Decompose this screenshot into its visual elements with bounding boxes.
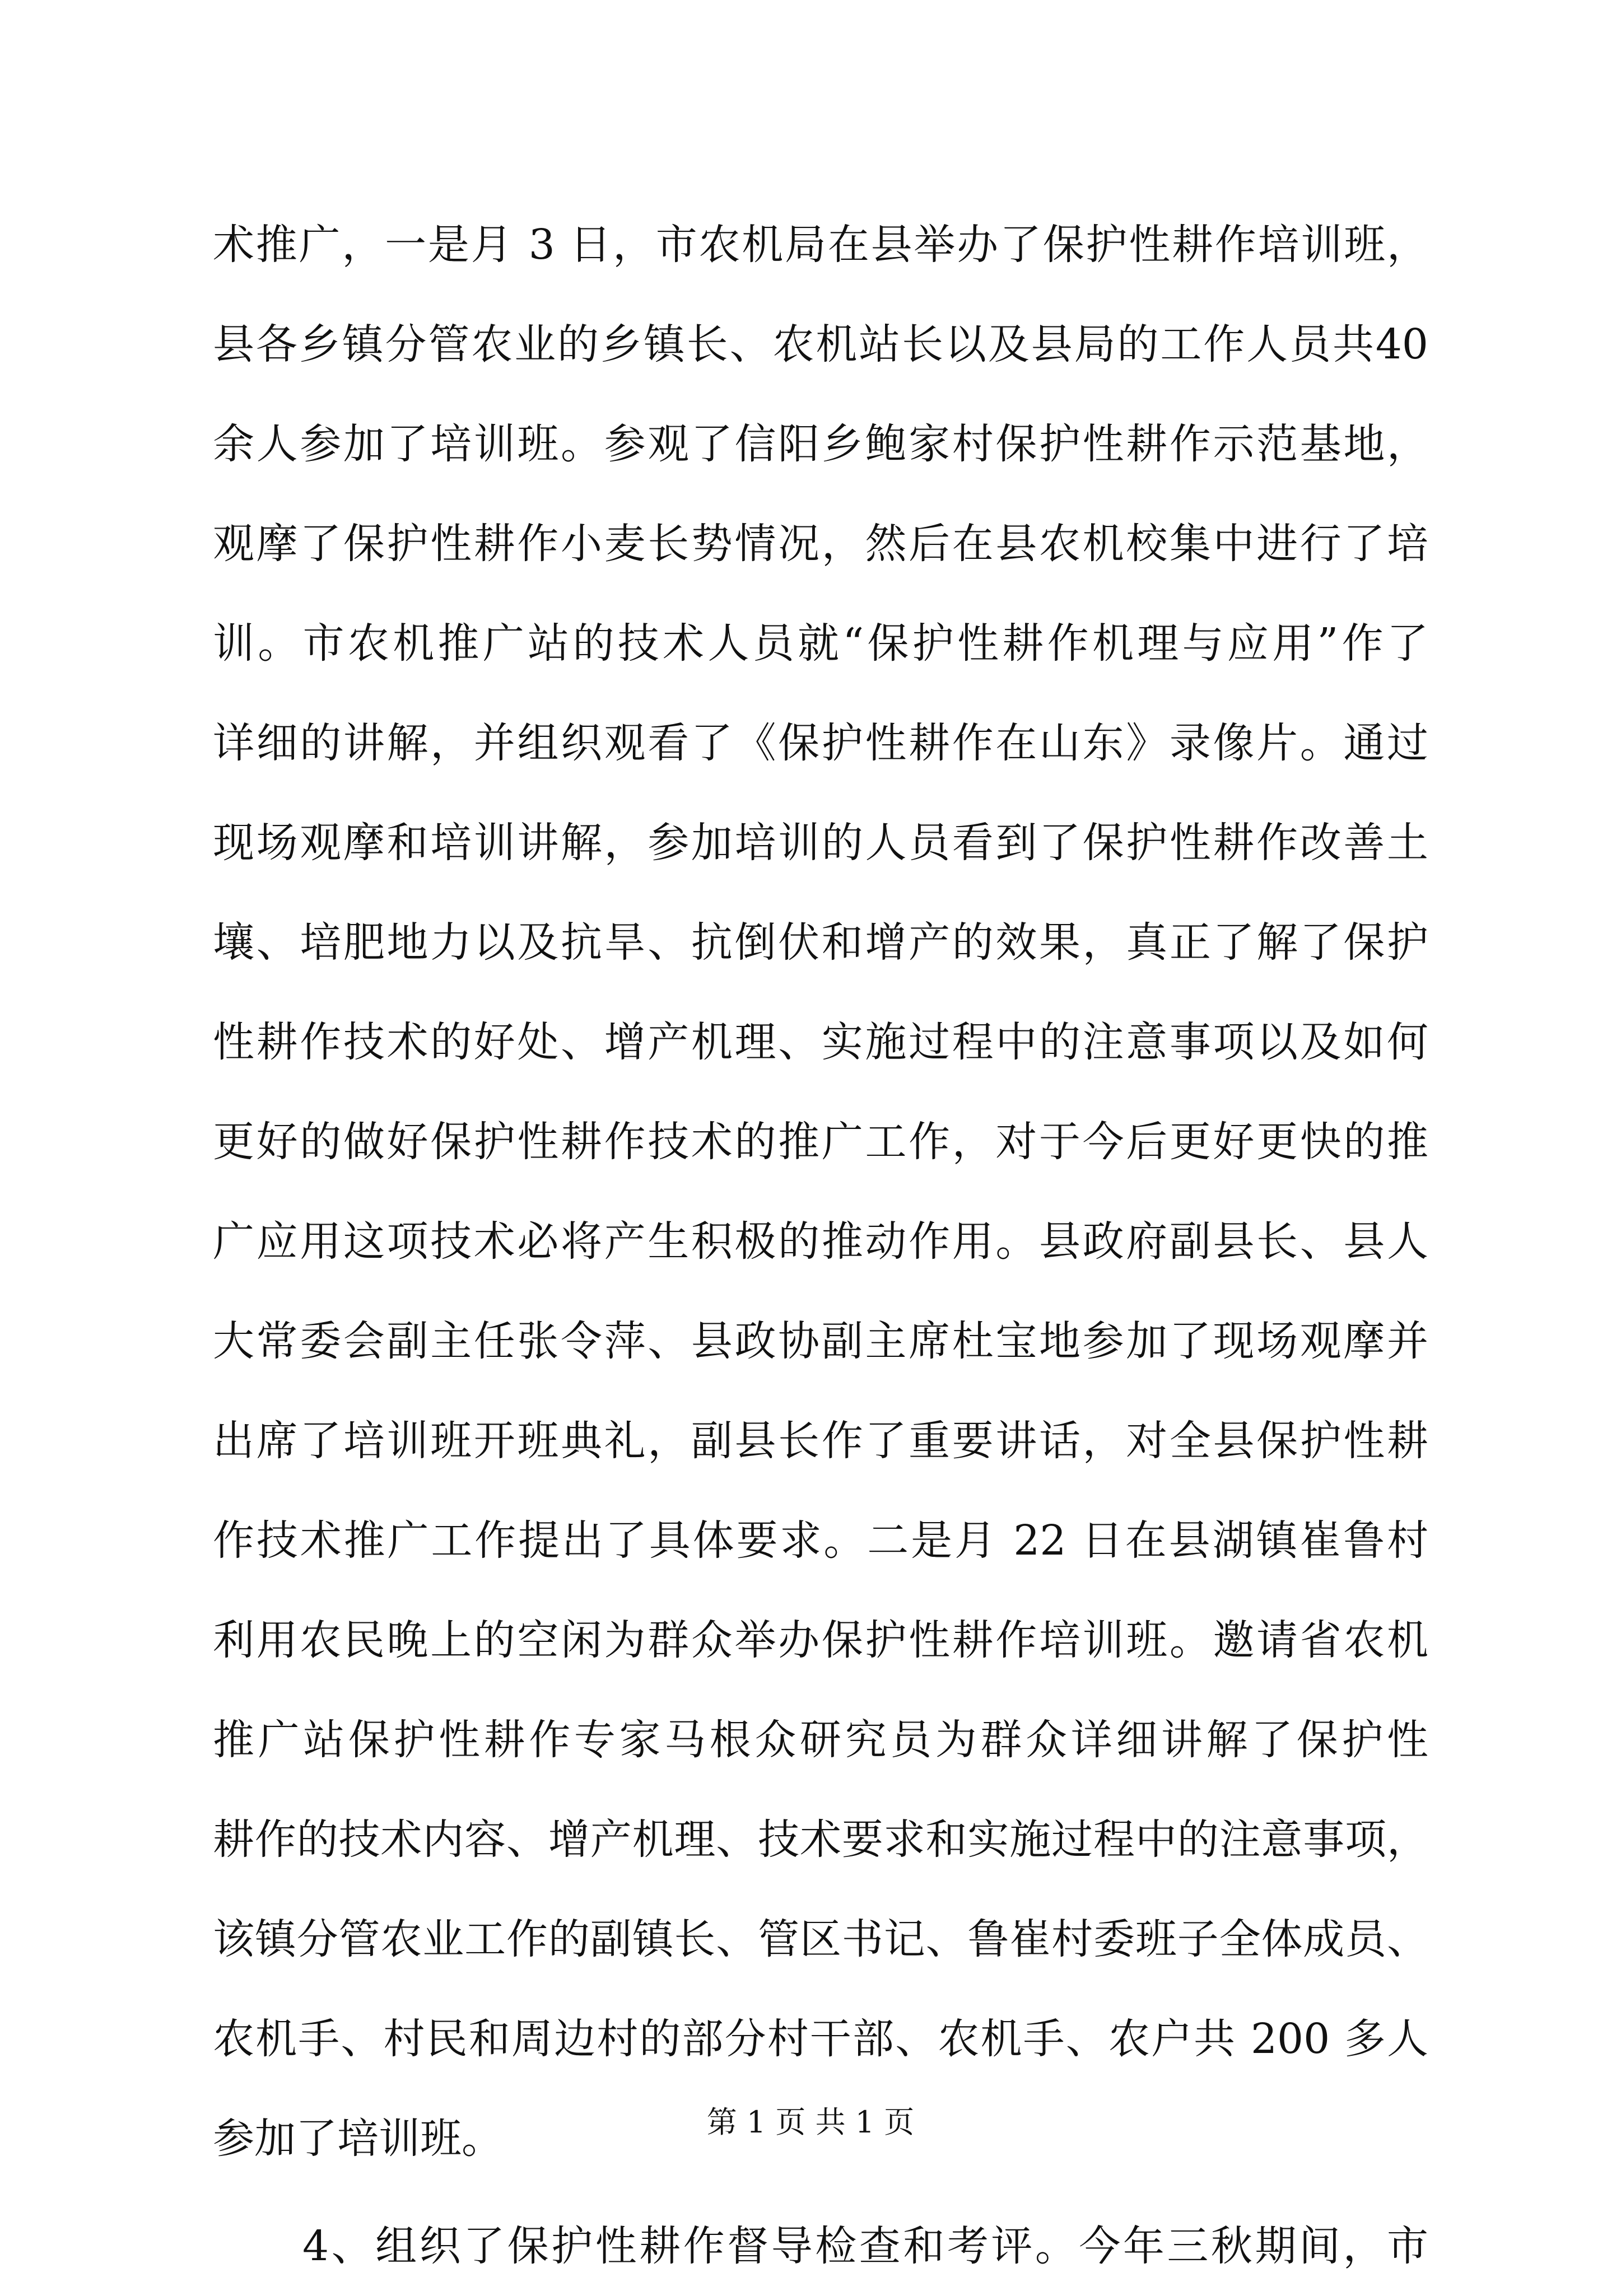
text-line: 详细的讲解，并组织观看了《保护性耕作在山东》录像片。通过 xyxy=(213,719,1428,767)
text-line: 出席了培训班开班典礼，副县长作了重要讲话，对全县保护性耕 xyxy=(213,1417,1428,1465)
text-line: 性耕作技术的好处、增产机理、实施过程中的注意事项以及如何 xyxy=(213,1018,1428,1066)
text-line: 现场观摩和培训讲解，参加培训的人员看到了保护性耕作改善土 xyxy=(213,819,1428,867)
text-line: 术推广，一是月 3 日，市农机局在县举办了保护性耕作培训班， xyxy=(213,221,1428,269)
text-line: 参加了培训班。 xyxy=(213,2115,503,2163)
body-text xyxy=(213,195,1428,2296)
text-line: 观摩了保护性耕作小麦长势情况，然后在县农机校集中进行了培 xyxy=(213,520,1428,568)
page-number-label: 第 1 页 共 1 页 xyxy=(706,2104,915,2140)
text-line: 余人参加了培训班。参观了信阳乡鲍家村保护性耕作示范基地， xyxy=(213,420,1428,468)
text-line: 大常委会副主任张令萍、县政协副主席杜宝地参加了现场观摩并 xyxy=(213,1317,1428,1365)
text-line: 壤、培肥地力以及抗旱、抗倒伏和增产的效果，真正了解了保护 xyxy=(213,918,1428,967)
text-line: 推广站保护性耕作专家马根众研究员为群众详细讲解了保护性 xyxy=(213,1716,1428,1764)
paragraph-gap xyxy=(213,2188,1428,2196)
text-line: 农机手、村民和周边村的部分村干部、农机手、农户共 200 多人 xyxy=(213,2015,1428,2063)
page-footer xyxy=(0,2100,1621,2145)
text-line: 更好的做好保护性耕作技术的推广工作，对于今后更好更快的推 xyxy=(213,1118,1428,1166)
text-line: 广应用这项技术必将产生积极的推动作用。县政府副县长、县人 xyxy=(213,1217,1428,1266)
text-line: 作技术推广工作提出了具体要求。二是月 22 日在县湖镇崔鲁村 xyxy=(213,1516,1428,1565)
text-line: 耕作的技术内容、增产机理、技术要求和实施过程中的注意事项， xyxy=(213,1816,1428,1864)
text-line: 县各乡镇分管农业的乡镇长、农机站长以及县局的工作人员共40 xyxy=(213,320,1428,368)
text-line: 该镇分管农业工作的副镇长、管区书记、鲁崔村委班子全体成员、 xyxy=(213,1915,1428,1963)
text-line: 利用农民晚上的空闲为群众举办保护性耕作培训班。邀请省农机 xyxy=(213,1616,1428,1664)
paragraph-start-line: 4、组织了保护性耕作督导检查和考评。今年三秋期间，市 xyxy=(302,2222,1428,2270)
text-line: 训。市农机推广站的技术人员就“保护性耕作机理与应用”作了 xyxy=(213,619,1428,668)
